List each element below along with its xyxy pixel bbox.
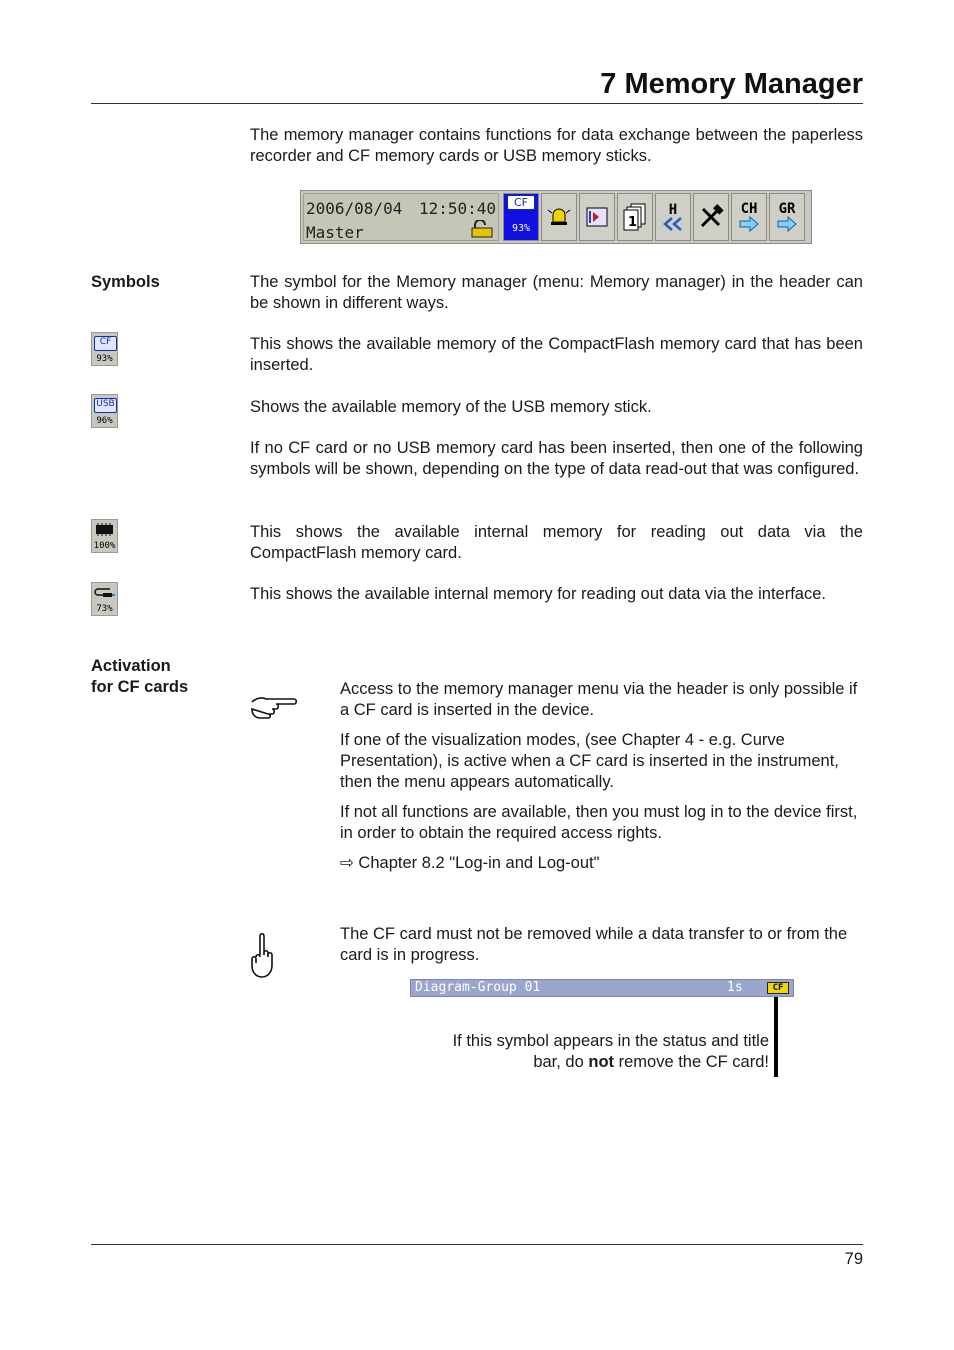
- cf-transfer-icon: CF: [767, 982, 789, 994]
- internal-cf-text: This shows the available internal memory for reading out data via the CompactFlash memory card.: [250, 523, 863, 562]
- configuration-button[interactable]: [693, 193, 729, 241]
- caption-line-2-start: bar, do: [533, 1053, 589, 1071]
- activation-heading: [91, 656, 188, 698]
- lock-icon: [470, 220, 494, 238]
- alarm-button[interactable]: [541, 193, 577, 241]
- arrow-right-icon: ⇨: [340, 854, 354, 872]
- note-paragraph-1: Access to the memory manager menu via the header is only possible if a CF card is inserted in the device.: [340, 680, 858, 719]
- note-paragraph-3: If not all functions are available, then you must log in to the device first, in order to obtain the required access rights.: [340, 803, 858, 842]
- gr-arrow-icon: [776, 216, 798, 232]
- cf-percent: 93%: [511, 223, 531, 234]
- status-title-bar: [410, 979, 794, 997]
- internal-cf-percent: 100%: [93, 541, 116, 551]
- caption-line-2-end: remove the CF card!: [614, 1053, 769, 1071]
- intro-paragraph: The memory manager contains functions for data exchange between the paperless recorder and CF memory cards or USB memory sticks.: [250, 126, 863, 165]
- internal-cf-symbol: [91, 519, 118, 553]
- gr-label: GR: [778, 201, 796, 217]
- usb-symbol: [91, 394, 118, 428]
- bell-alarm-icon: [546, 204, 572, 230]
- interface-percent: 73%: [96, 604, 113, 614]
- toolbar-time: 12:50:40: [418, 199, 496, 218]
- chapter-reference: [340, 853, 863, 874]
- no-card-text: If no CF card or no USB memory card has been inserted, then one of the following symbols will be shown, depending on the type of data read-out that was configured.: [250, 439, 863, 478]
- activation-heading-line2: for CF cards: [91, 678, 189, 696]
- pointing-hand-icon: [250, 694, 298, 720]
- interface-arrow-icon: [94, 586, 115, 599]
- interface-symbol: [91, 582, 118, 616]
- callout-line: [774, 997, 778, 1077]
- note-paragraph-2: If one of the visualization modes, (see Chapter 4 - e.g. Curve Presentation), is active when a CF card is inserted in the instrument, then the menu appears automatically.: [340, 731, 839, 791]
- event-list-button[interactable]: [579, 193, 615, 241]
- page-button[interactable]: [617, 193, 653, 241]
- usb-symbol-text: Shows the available memory of the USB memory stick.: [250, 398, 652, 416]
- toolbar-info-panel: [303, 193, 499, 241]
- symbols-intro: The symbol for the Memory manager (menu: Memory manager) in the header can be shown in different ways.: [250, 273, 863, 312]
- usb-symbol-percent: 96%: [96, 416, 113, 426]
- history-button[interactable]: [655, 193, 691, 241]
- history-icon: [662, 217, 684, 231]
- cf-symbol: [91, 332, 118, 366]
- history-label: H: [668, 202, 678, 218]
- footer-rule: [91, 1244, 863, 1245]
- cf-card-icon: CF: [94, 336, 117, 351]
- cf-card-icon: CF: [507, 195, 535, 210]
- tools-icon: [697, 203, 725, 231]
- status-bar-rate: 1s: [727, 980, 743, 995]
- cf-symbol-text: This shows the available memory of the CompactFlash memory card that has been inserted.: [250, 335, 863, 374]
- caption-line-1: If this symbol appears in the status and title: [452, 1032, 769, 1050]
- channel-button[interactable]: [731, 193, 767, 241]
- event-list-icon: [584, 204, 610, 230]
- status-bar-caption: [400, 1031, 769, 1073]
- memory-manager-button[interactable]: [503, 193, 539, 241]
- interface-text: This shows the available internal memory for reading out data via the interface.: [250, 585, 826, 603]
- ch-arrow-icon: [738, 216, 760, 232]
- usb-stick-icon: USB: [94, 398, 117, 413]
- symbols-heading: Symbols: [91, 273, 160, 291]
- chapter-reference-link[interactable]: Chapter 8.2 "Log-in and Log-out": [358, 854, 600, 872]
- header-toolbar: [300, 190, 812, 244]
- status-bar-title: Diagram-Group 01: [415, 980, 541, 995]
- page-title: 7 Memory Manager: [600, 68, 863, 100]
- warning-text: The CF card must not be removed while a data transfer to or from the card is in progress.: [340, 925, 848, 964]
- caption-emphasis: not: [588, 1053, 615, 1071]
- caption-line-2: [400, 1052, 769, 1073]
- svg-text:1: 1: [628, 215, 638, 230]
- page-one-icon: [622, 202, 648, 232]
- toolbar-date: 2006/08/04: [306, 199, 403, 218]
- toolbar-user: Master: [306, 223, 364, 242]
- memory-chip-icon: [94, 523, 115, 536]
- activation-note: [340, 679, 863, 883]
- raised-finger-hand-icon: [250, 933, 276, 979]
- header-rule: [91, 103, 863, 104]
- page-number: 79: [844, 1250, 863, 1268]
- activation-heading-line1: Activation: [91, 657, 171, 675]
- ch-label: CH: [740, 201, 758, 217]
- cf-symbol-percent: 93%: [96, 354, 113, 364]
- group-button[interactable]: [769, 193, 805, 241]
